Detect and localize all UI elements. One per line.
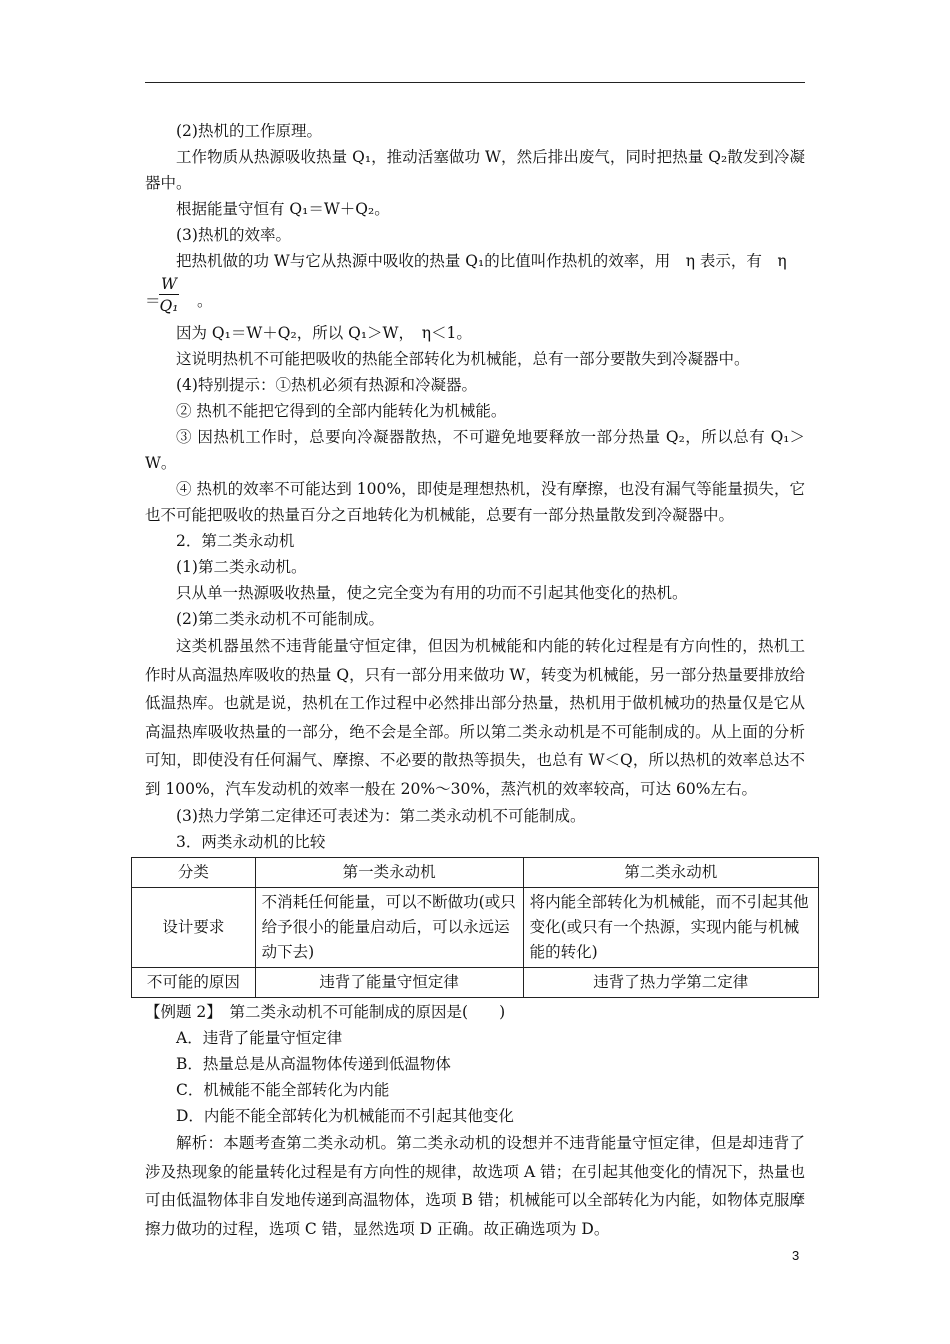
paragraph: 工作物质从热源吸收热量 Q₁，推动活塞做功 W，然后排出废气，同时把热量 Q₂散发到冷凝器中。 bbox=[145, 148, 805, 192]
paragraph: 只从单一热源吸收热量，使之完全变为有用的功而不引起其他变化的热机。 bbox=[176, 584, 688, 602]
page-number: 3 bbox=[792, 1248, 800, 1263]
paragraph: ② 热机不能把它得到的全部内能转化为机械能。 bbox=[176, 402, 507, 420]
page-body bbox=[145, 118, 809, 1243]
example-option: C．机械能不能全部转化为内能 bbox=[176, 1081, 390, 1099]
paragraph: (2)热机的工作原理。 bbox=[176, 122, 322, 140]
table-cell: 将内能全部转化为机械能，而不引起其他变化(或只有一个热源，实现内能与机械能的转化) bbox=[523, 888, 818, 968]
paragraph: 这说明热机不可能把吸收的热能全部转化为机械能，总有一部分要散失到冷凝器中。 bbox=[176, 350, 750, 368]
paragraph: (3)热力学第二定律还可表述为：第二类永动机不可能制成。 bbox=[176, 807, 586, 825]
paragraph: (3)热机的效率。 bbox=[176, 226, 291, 244]
table-cell: 违背了能量守恒定律 bbox=[255, 968, 523, 998]
paragraph: (4)特别提示：①热机必须有热源和冷凝器。 bbox=[176, 376, 477, 394]
paragraph: (1)第二类永动机。 bbox=[176, 558, 307, 576]
formula-denominator: Q₁ bbox=[159, 297, 179, 315]
example-heading: 【例题 2】 第二类永动机不可能制成的原因是( ) bbox=[145, 1003, 506, 1021]
table-header-row bbox=[132, 858, 819, 888]
table-header-cell: 第二类永动机 bbox=[523, 858, 818, 888]
section-heading: 2．第二类永动机 bbox=[176, 532, 295, 550]
efficiency-formula bbox=[145, 274, 805, 320]
formula-numerator: W bbox=[161, 275, 177, 293]
paragraph: 因为 Q₁＝W＋Q₂，所以 Q₁＞W， η＜1。 bbox=[176, 324, 472, 342]
formula-tail: 。 bbox=[197, 292, 213, 310]
example-option: A．违背了能量守恒定律 bbox=[176, 1029, 343, 1047]
paragraph-long: 这类机器虽然不违背能量守恒定律，但因为机械能和内能的转化过程是有方向性的，热机工作时从高温热库吸收的热量 Q，只有一部分用来做功 W，转变为机械能，另一部分热量要排放给低温热库。也就是说，热机在工作过程中必然排出部分热量，热机用于做机械功的热量仅是它从高温热库吸收热量的一部分，绝不会是全部。所以第二类永动机是不可能制成的。从上面的分析可知，即使没有任何漏气、摩擦、不必要的散热等损失，也总有 W＜Q，所以热机的效率总达不到 100%，汽车发动机的效率一般在 20%～30%，蒸汽机的效率较高，可达 60%左右。 bbox=[145, 637, 805, 798]
table-row bbox=[132, 968, 819, 998]
section-heading: 3．两类永动机的比较 bbox=[176, 833, 326, 851]
paragraph: ④ 热机的效率不可能达到 100%，即使是理想热机，没有摩擦，也没有漏气等能量损失，它也不可能把吸收的热量百分之百地转化为机械能，总要有一部分热量散发到冷凝器中。 bbox=[145, 480, 805, 524]
paragraph: ③ 因热机工作时，总要向冷凝器散热，不可避免地要释放一部分热量 Q₂，所以总有 Q₁＞W。 bbox=[145, 428, 805, 472]
table-row bbox=[132, 888, 819, 968]
table-cell: 违背了热力学第二定律 bbox=[523, 968, 818, 998]
paragraph: (2)第二类永动机不可能制成。 bbox=[176, 610, 384, 628]
table-header-cell: 分类 bbox=[132, 858, 256, 888]
header-rule bbox=[145, 82, 805, 83]
formula-equals: ＝ bbox=[145, 292, 161, 310]
table-cell: 设计要求 bbox=[132, 888, 256, 968]
paragraph: 根据能量守恒有 Q₁＝W＋Q₂。 bbox=[176, 200, 390, 218]
table-cell: 不消耗任何能量，可以不断做功(或只给予很小的能量启动后，可以永远运动下去) bbox=[255, 888, 523, 968]
example-option: D．内能不能全部转化为机械能而不引起其他变化 bbox=[176, 1107, 514, 1125]
paragraph: 把热机做的功 W与它从热源中吸收的热量 Q₁的比值叫作热机的效率，用 η 表示，有 η bbox=[176, 252, 787, 270]
example-solution: 解析：本题考查第二类永动机。第二类永动机的设想并不违背能量守恒定律，但是却违背了涉及热现象的能量转化过程是有方向性的规律，故选项 A 错；在引起其他变化的情况下，热量也可由低温物体非自发地传递到高温物体，选项 B 错；机械能可以全部转化为内能，如物体克服摩擦力做功的过程，选项 C 错，显然选项 D 正确。故正确选项为 D。 bbox=[145, 1134, 805, 1238]
table-header-cell: 第一类永动机 bbox=[255, 858, 523, 888]
table-cell: 不可能的原因 bbox=[132, 968, 256, 998]
comparison-table bbox=[131, 857, 819, 998]
example-option: B．热量总是从高温物体传递到低温物体 bbox=[176, 1055, 451, 1073]
